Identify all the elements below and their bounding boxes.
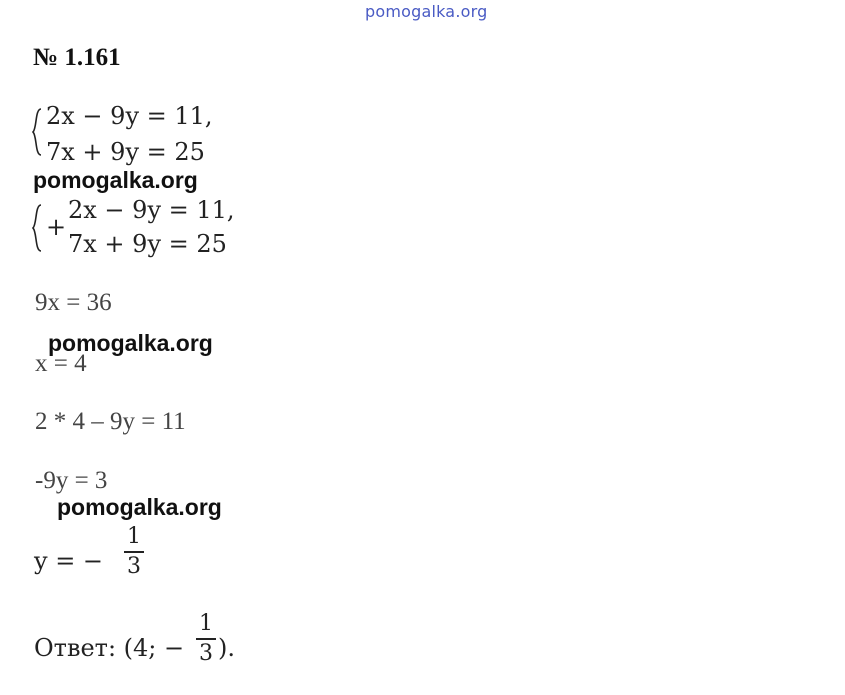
watermark-3: pomogalka.org — [57, 494, 222, 520]
step-substitute: 2 * 4 – 9y = 11 — [35, 408, 186, 435]
step-9x-36: 9x = 36 — [35, 289, 112, 316]
answer-suffix: ). — [218, 634, 235, 662]
fraction-bar — [124, 551, 144, 553]
y-result-lhs: y = − — [34, 547, 104, 575]
answer-numerator: 1 — [199, 611, 213, 636]
system-brace-2 — [32, 204, 42, 252]
y-result-fraction — [124, 524, 144, 580]
y-result-denominator: 3 — [127, 554, 141, 579]
watermark-1: pomogalka.org — [33, 167, 198, 193]
answer-denominator: 3 — [199, 641, 213, 666]
system2-line1: 2x − 9y = 11, — [68, 196, 235, 224]
answer-prefix: Ответ: (4; − — [34, 634, 185, 662]
y-result-numerator: 1 — [127, 524, 141, 549]
problem-number: № 1.161 — [33, 44, 121, 71]
answer-fraction — [196, 611, 216, 667]
watermark-2: pomogalka.org — [48, 330, 213, 356]
system1-line1: 2x − 9y = 11, — [46, 102, 213, 130]
fraction-bar — [196, 638, 216, 640]
system1-line2: 7x + 9y = 25 — [46, 138, 205, 166]
system-brace-1 — [32, 108, 42, 156]
system2-line2: 7x + 9y = 25 — [68, 230, 227, 258]
step-minus-9y: -9y = 3 — [35, 467, 108, 494]
step-x-4: x = 4 — [35, 350, 87, 377]
system2-plus: + — [46, 213, 67, 241]
watermark-top: pomogalka.org — [365, 2, 488, 21]
